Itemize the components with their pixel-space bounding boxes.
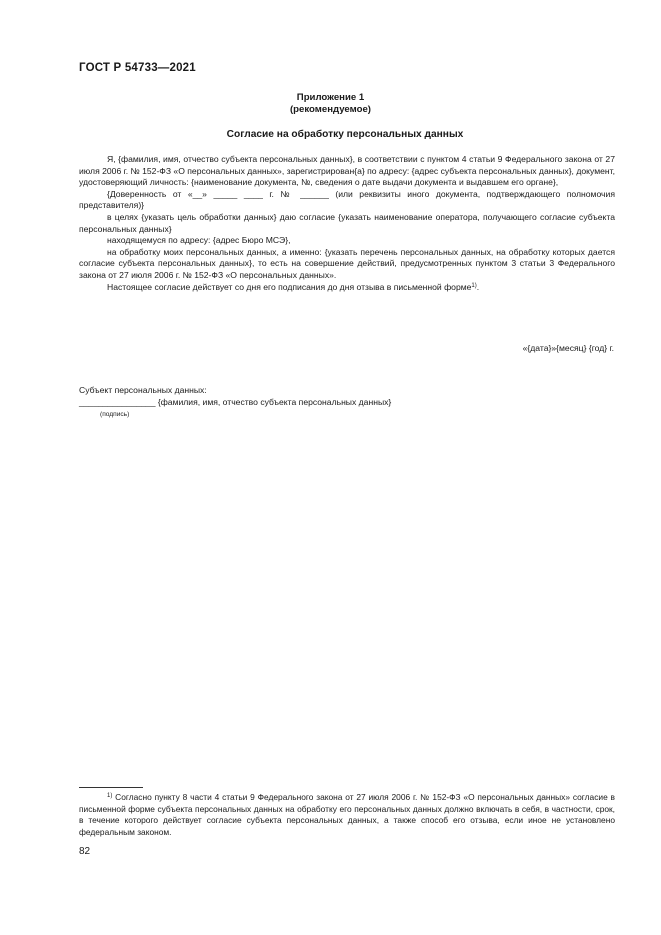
paragraph-power-of-attorney: [79, 189, 615, 212]
standard-header: ГОСТ Р 54733—2021: [79, 62, 196, 74]
paragraph-text: Настоящее согласие действует со дня его подписания до дня отзыва в письменной форме: [107, 281, 472, 292]
paragraph-data-list: [79, 247, 615, 282]
paragraph-text: на обработку моих персональных данных, а именно: {указать перечень персональных данных, на обработку которых дается согласие субъекта персональных данных}, то есть на совершение действий, предусмотренных пунктом 3 статьи 3 Федерального закона от 27 июля 2006 г. № 152-ФЗ «О персональных данных».: [79, 246, 615, 280]
consent-body: [79, 154, 615, 293]
subject-signature-line: ________________ {фамилия, имя, отчество субъекта персональных данных}: [79, 397, 392, 407]
page-number: 82: [79, 846, 91, 857]
document-title: Согласие на обработку персональных данных: [226, 129, 464, 140]
paragraph-tail: .: [476, 281, 480, 292]
footnote-divider: [79, 787, 143, 788]
paragraph-address: [79, 235, 615, 247]
paragraph-text: находящемуся по адресу: {адрес Бюро МСЭ},: [107, 235, 291, 246]
footnote: [79, 792, 615, 838]
footnote-text: Согласно пункту 8 части 4 статьи 9 Федерального закона от 27 июля 2006 г. № 152-ФЗ «О персональных данных» согласие в письменной форме субъекта персональных данных на обработку его персональных данных должно включать в себя, в частности, срок, в течение которого действует согласие субъекта персональных данных, а также способ его отзыва, если иное не установлено федеральным законом.: [79, 792, 615, 837]
paragraph-validity: [79, 282, 615, 294]
signature-caption: (подпись): [100, 411, 130, 418]
appendix-subtitle: (рекомендуемое): [289, 104, 371, 115]
footnote-marker: 1): [107, 793, 113, 799]
paragraph-applicant: [79, 154, 615, 189]
paragraph-purpose: [79, 212, 615, 235]
paragraph-text: {Доверенность от «__» _____ ____ г. № ______ (или реквизиты иного документа, подтверждающего полномочия представителя)}: [79, 188, 615, 211]
paragraph-text: в целях {указать цель обработки данных} даю согласие {указать наименование оператора, получающего согласие субъекта персональных данных}: [79, 211, 615, 234]
paragraph-text: Я, {фамилия, имя, отчество субъекта персональных данных}, в соответствии с пунктом 4 статьи 9 Федерального закона от 27 июля 2006 г. № 152-ФЗ «О персональных данных», зарегистрирован{а} по адресу: {адрес субъекта персональных данных}, документ, удостоверяющий личность: {наименование документа, №, сведения о дате выдачи документа и выдавшем его органе},: [79, 154, 615, 188]
appendix-title: Приложение 1: [296, 92, 365, 103]
date-line: «{дата}»{месяц} {год} г.: [522, 343, 614, 353]
footnote-reference: 1): [471, 282, 477, 289]
subject-label: Субъект персональных данных:: [79, 385, 207, 395]
